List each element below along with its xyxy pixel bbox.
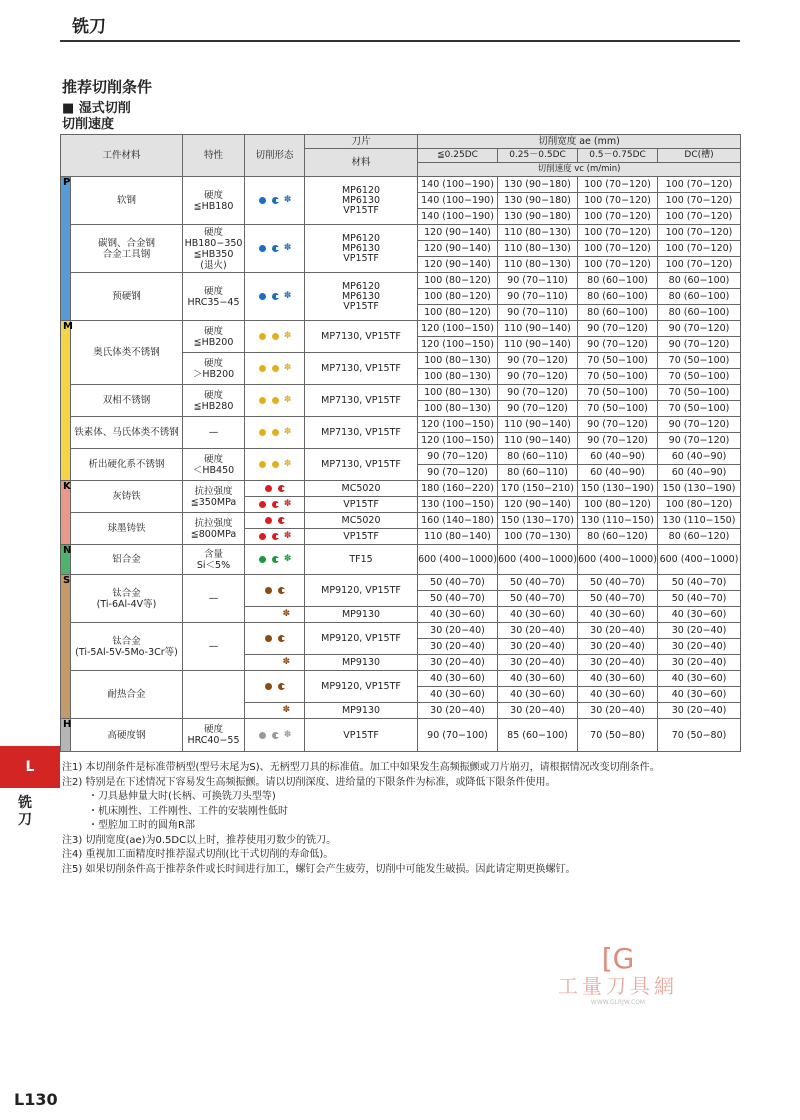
grade-m1b: MP7130, VP15TF xyxy=(305,353,418,385)
group-P: P xyxy=(61,177,71,321)
watermark-url: WWW.GLRJW.COM xyxy=(590,999,646,1006)
ramping-icon: ✽ xyxy=(283,459,292,469)
speed-cell: 100 (70−120) xyxy=(578,193,658,209)
speed-cell: 70 (50−80) xyxy=(578,719,658,752)
full-slot-icon xyxy=(259,533,266,540)
subtitle-wet-cutting: ■ 湿式切削 xyxy=(62,101,131,116)
speed-cell: 30 (20−40) xyxy=(498,703,578,719)
side-cut-icon xyxy=(278,587,285,594)
form-icons-m3 xyxy=(245,417,305,449)
speed-cell: 40 (30−60) xyxy=(658,607,741,623)
side-cut-icon xyxy=(272,556,279,563)
speed-cell: 40 (30−60) xyxy=(658,687,741,703)
material-m1: 奥氏体类不锈钢 xyxy=(71,321,183,385)
speed-cell: 100 (80−120) xyxy=(658,497,741,513)
speed-cell: 90 (70−120) xyxy=(498,401,578,417)
property-p3: 硬度 HRC35−45 xyxy=(183,273,245,321)
form-icons-s3b xyxy=(245,703,305,719)
speed-cell: 90 (70−110) xyxy=(498,305,578,321)
form-icons-k2b xyxy=(245,529,305,545)
grade-h1: VP15TF xyxy=(305,719,418,752)
speed-cell: 140 (100−190) xyxy=(418,193,498,209)
side-cut-icon xyxy=(278,485,285,492)
property-k2: 抗拉强度 ≦800MPa xyxy=(183,513,245,545)
speed-cell: 180 (160−220) xyxy=(418,481,498,497)
ramping-icon: ✽ xyxy=(283,531,292,541)
property-n1: 含量 Si＜5% xyxy=(183,545,245,575)
side-cut-icon xyxy=(272,501,279,508)
speed-cell: 50 (40−70) xyxy=(498,591,578,607)
speed-cell: 80 (60−110) xyxy=(498,449,578,465)
speed-cell: 150 (130−190) xyxy=(578,481,658,497)
speed-cell: 70 (50−100) xyxy=(578,353,658,369)
speed-cell: 150 (130−170) xyxy=(498,513,578,529)
side-cut-icon xyxy=(272,429,279,436)
grade-s2b: MP9130 xyxy=(305,655,418,671)
speed-cell: 30 (20−40) xyxy=(658,623,741,639)
header-w2: 0.25－0.5DC xyxy=(498,149,578,163)
property-s1: — xyxy=(183,575,245,623)
material-s2: 钛合金 (Ti-5Al-5V-5Mo-3Cr等) xyxy=(71,623,183,671)
speed-cell: 100 (70−120) xyxy=(578,241,658,257)
speed-cell: 40 (30−60) xyxy=(658,671,741,687)
form-icons-m2 xyxy=(245,385,305,417)
speed-cell: 40 (30−60) xyxy=(578,671,658,687)
speed-cell: 70 (50−100) xyxy=(658,385,741,401)
form-icons-p3 xyxy=(245,273,305,321)
side-cut-icon xyxy=(272,732,279,739)
page-header-title: 铣刀 xyxy=(72,17,106,37)
speed-cell: 80 (60−100) xyxy=(658,305,741,321)
full-slot-icon xyxy=(259,197,266,204)
grade-s1b: MP9130 xyxy=(305,607,418,623)
speed-cell: 100 (70−120) xyxy=(658,193,741,209)
speed-cell: 30 (20−40) xyxy=(578,655,658,671)
property-s2: — xyxy=(183,623,245,671)
speed-cell: 40 (30−60) xyxy=(418,671,498,687)
speed-cell: 150 (130−190) xyxy=(658,481,741,497)
speed-cell: 40 (30−60) xyxy=(498,671,578,687)
speed-cell: 40 (30−60) xyxy=(498,687,578,703)
speed-cell: 90 (70−120) xyxy=(658,417,741,433)
material-s1: 钛合金 (Ti-6Al-4V等) xyxy=(71,575,183,623)
side-cut-icon xyxy=(272,461,279,468)
speed-cell: 60 (40−90) xyxy=(658,465,741,481)
speed-cell: 90 (70−120) xyxy=(498,353,578,369)
grade-m2: MP7130, VP15TF xyxy=(305,385,418,417)
ramping-icon: ✽ xyxy=(283,195,292,205)
ramping-icon: ✽ xyxy=(283,729,292,740)
side-tab-label-text: 铣 刀 xyxy=(18,795,32,828)
side-cut-icon xyxy=(272,293,279,300)
speed-cell: 90 (70−120) xyxy=(578,337,658,353)
full-slot-icon xyxy=(265,485,272,492)
speed-cell: 30 (20−40) xyxy=(658,655,741,671)
material-s3: 耐热合金 xyxy=(71,671,183,719)
property-p2: 硬度 HB180−350 ≦HB350 (退火) xyxy=(183,225,245,273)
side-tab-label xyxy=(15,795,35,829)
form-icons-k2a xyxy=(245,513,305,529)
grade-k1b: VP15TF xyxy=(305,497,418,513)
section-title: 推荐切削条件 xyxy=(62,78,153,96)
speed-cell: 50 (40−70) xyxy=(578,591,658,607)
material-p2: 碳钢、合金钢 合金工具钢 xyxy=(71,225,183,273)
grade-k2b: VP15TF xyxy=(305,529,418,545)
speed-cell: 90 (70−120) xyxy=(578,321,658,337)
speed-cell: 50 (40−70) xyxy=(418,591,498,607)
form-icons-s1a xyxy=(245,575,305,607)
property-p1: 硬度 ≦HB180 xyxy=(183,177,245,225)
grade-p3: MP6120 MP6130 VP15TF xyxy=(305,273,418,321)
ramping-icon: ✽ xyxy=(282,657,291,667)
material-m4: 析出硬化系不锈钢 xyxy=(71,449,183,481)
speed-cell: 50 (40−70) xyxy=(498,575,578,591)
speed-cell: 130 (90−180) xyxy=(498,177,578,193)
form-icons-m4 xyxy=(245,449,305,481)
speed-cell: 120 (100−150) xyxy=(418,417,498,433)
group-K: K xyxy=(61,481,71,545)
header-w1: ≦0.25DC xyxy=(418,149,498,163)
speed-cell: 100 (70−130) xyxy=(498,529,578,545)
notes-block xyxy=(62,761,762,877)
header-rule xyxy=(60,40,740,42)
grade-k1a: MC5020 xyxy=(305,481,418,497)
speed-cell: 90 (70−120) xyxy=(578,433,658,449)
speed-cell: 100 (70−120) xyxy=(658,177,741,193)
grade-n1: TF15 xyxy=(305,545,418,575)
speed-cell: 110 (80−130) xyxy=(498,241,578,257)
grade-k2a: MC5020 xyxy=(305,513,418,529)
speed-cell: 100 (70−120) xyxy=(658,257,741,273)
full-slot-icon xyxy=(259,556,266,563)
speed-cell: 60 (40−90) xyxy=(578,449,658,465)
full-slot-icon xyxy=(259,732,266,739)
full-slot-icon xyxy=(265,635,272,642)
note-1: 注1) 本切削条件是标准带柄型(型号末尾为S)、无柄型刀具的标准值。加工中如果发生高频振颤或刀片崩刃，请根据情况改变切削条件。 xyxy=(62,762,660,773)
speed-cell: 110 (80−130) xyxy=(498,225,578,241)
speed-cell: 110 (90−140) xyxy=(498,417,578,433)
speed-cell: 30 (20−40) xyxy=(418,703,498,719)
side-cut-icon xyxy=(272,397,279,404)
watermark xyxy=(548,944,688,1008)
speed-cell: 90 (70−120) xyxy=(418,449,498,465)
speed-cell: 90 (70−120) xyxy=(658,337,741,353)
speed-cell: 120 (100−150) xyxy=(418,433,498,449)
speed-cell: 110 (90−140) xyxy=(498,337,578,353)
speed-cell: 30 (20−40) xyxy=(658,639,741,655)
full-slot-icon xyxy=(259,293,266,300)
full-slot-icon xyxy=(265,587,272,594)
speed-cell: 100 (70−120) xyxy=(578,177,658,193)
speed-cell: 100 (70−120) xyxy=(578,209,658,225)
speed-cell: 110 (90−140) xyxy=(498,321,578,337)
speed-cell: 600 (400−1000) xyxy=(658,545,741,575)
speed-cell: 130 (110−150) xyxy=(578,513,658,529)
speed-cell: 100 (70−120) xyxy=(578,257,658,273)
group-N: N xyxy=(61,545,71,575)
speed-cell: 80 (60−120) xyxy=(578,529,658,545)
speed-cell: 120 (90−140) xyxy=(418,225,498,241)
material-k1: 灰铸铁 xyxy=(71,481,183,513)
form-icons-p2 xyxy=(245,225,305,273)
speed-cell: 600 (400−1000) xyxy=(578,545,658,575)
side-cut-icon xyxy=(278,517,285,524)
speed-cell: 70 (50−100) xyxy=(578,385,658,401)
speed-cell: 30 (20−40) xyxy=(578,703,658,719)
property-m3: — xyxy=(183,417,245,449)
watermark-text: 工量刀具網 xyxy=(558,974,678,998)
header-speed: 切削速度 vc (m/min) xyxy=(418,163,741,177)
property-h1: 硬度 HRC40−55 xyxy=(183,719,245,752)
full-slot-icon xyxy=(259,461,266,468)
form-icons-k1a xyxy=(245,481,305,497)
cutting-conditions-table xyxy=(60,134,741,752)
speed-cell: 130 (110−150) xyxy=(658,513,741,529)
speed-cell: 30 (20−40) xyxy=(418,639,498,655)
speed-cell: 70 (50−100) xyxy=(578,369,658,385)
material-k2: 球墨铸铁 xyxy=(71,513,183,545)
property-m4: 硬度 ＜HB450 xyxy=(183,449,245,481)
speed-cell: 120 (90−140) xyxy=(418,257,498,273)
full-slot-icon xyxy=(265,517,272,524)
material-h1: 高硬度钢 xyxy=(71,719,183,752)
speed-cell: 30 (20−40) xyxy=(578,639,658,655)
header-grade: 材料 xyxy=(305,149,418,177)
speed-cell: 40 (30−60) xyxy=(418,687,498,703)
side-cut-icon xyxy=(278,683,285,690)
speed-cell: 140 (100−190) xyxy=(418,209,498,225)
form-icons-h1 xyxy=(245,719,305,752)
speed-cell: 100 (80−120) xyxy=(418,305,498,321)
side-cut-icon xyxy=(272,333,279,340)
ramping-icon: ✽ xyxy=(283,499,292,509)
header-insert: 刀片 xyxy=(305,135,418,149)
speed-cell: 100 (80−120) xyxy=(578,497,658,513)
speed-cell: 110 (80−140) xyxy=(418,529,498,545)
speed-cell: 100 (80−130) xyxy=(418,385,498,401)
speed-cell: 30 (20−40) xyxy=(498,639,578,655)
grade-s2a: MP9120, VP15TF xyxy=(305,623,418,655)
side-cut-icon xyxy=(278,635,285,642)
page-number: L130 xyxy=(14,1090,58,1109)
speed-cell: 100 (70−120) xyxy=(578,225,658,241)
ramping-icon: ✽ xyxy=(283,427,292,437)
note-5: 注5) 如果切削条件高于推荐条件或长时间进行加工，螺钉会产生疲劳，切削中可能发生破损。因此请定期更换螺钉。 xyxy=(62,863,576,875)
grade-p1: MP6120 MP6130 VP15TF xyxy=(305,177,418,225)
group-H: H xyxy=(61,719,71,752)
side-cut-icon xyxy=(272,533,279,540)
side-cut-icon xyxy=(272,365,279,372)
speed-cell: 120 (100−150) xyxy=(418,321,498,337)
grade-m4: MP7130, VP15TF xyxy=(305,449,418,481)
material-p3: 预硬钢 xyxy=(71,273,183,321)
speed-cell: 60 (40−90) xyxy=(578,465,658,481)
speed-cell: 110 (80−130) xyxy=(498,257,578,273)
grade-s1a: MP9120, VP15TF xyxy=(305,575,418,607)
header-workpiece: 工件材料 xyxy=(61,135,183,177)
speed-cell: 90 (70−120) xyxy=(578,417,658,433)
speed-cell: 70 (50−100) xyxy=(658,369,741,385)
form-icons-p1 xyxy=(245,177,305,225)
speed-cell: 80 (60−100) xyxy=(658,273,741,289)
speed-cell: 90 (70−110) xyxy=(498,289,578,305)
header-w3: 0.5－0.75DC xyxy=(578,149,658,163)
speed-cell: 120 (100−150) xyxy=(418,337,498,353)
watermark-logo: [G xyxy=(601,942,635,975)
side-tab-letter: L xyxy=(0,746,60,788)
form-icons-m1a xyxy=(245,321,305,353)
grade-s3b: MP9130 xyxy=(305,703,418,719)
property-m1a: 硬度 ≦HB200 xyxy=(183,321,245,353)
speed-cell: 160 (140−180) xyxy=(418,513,498,529)
grade-m3: MP7130, VP15TF xyxy=(305,417,418,449)
speed-cell: 30 (20−40) xyxy=(578,623,658,639)
speed-cell: 80 (60−120) xyxy=(658,529,741,545)
property-m2: 硬度 ≦HB280 xyxy=(183,385,245,417)
speed-cell: 90 (70−120) xyxy=(658,321,741,337)
speed-cell: 90 (70−120) xyxy=(498,369,578,385)
speed-cell: 170 (150−210) xyxy=(498,481,578,497)
ramping-icon: ✽ xyxy=(283,243,292,253)
group-M: M xyxy=(61,321,71,481)
speed-cell: 100 (80−120) xyxy=(418,289,498,305)
note-2: 注2) 特别是在下述情况下容易发生高频振颤。请以切削深度、进给量的下限条件为标准，或降低下限条件使用。 xyxy=(62,776,556,788)
ramping-icon: ✽ xyxy=(282,705,291,715)
speed-cell: 80 (60−100) xyxy=(578,305,658,321)
property-k1: 抗拉强度 ≦350MPa xyxy=(183,481,245,513)
note-2-item: ・型腔加工时的圆角R部 xyxy=(88,820,195,831)
speed-cell: 40 (30−60) xyxy=(578,687,658,703)
form-icons-s1b xyxy=(245,607,305,623)
speed-cell: 70 (50−100) xyxy=(658,401,741,417)
speed-cell: 80 (60−100) xyxy=(658,289,741,305)
speed-cell: 85 (60−100) xyxy=(498,719,578,752)
full-slot-icon xyxy=(259,429,266,436)
grade-s3a: MP9120, VP15TF xyxy=(305,671,418,703)
speed-cell: 100 (80−130) xyxy=(418,401,498,417)
full-slot-icon xyxy=(265,683,272,690)
speed-cell: 50 (40−70) xyxy=(658,591,741,607)
speed-cell: 80 (60−100) xyxy=(578,289,658,305)
material-p1: 软钢 xyxy=(71,177,183,225)
speed-cell: 120 (90−140) xyxy=(498,497,578,513)
speed-cell: 80 (60−100) xyxy=(578,273,658,289)
material-m3: 铁素体、马氏体类不锈钢 xyxy=(71,417,183,449)
grade-p2: MP6120 MP6130 VP15TF xyxy=(305,225,418,273)
speed-cell: 40 (30−60) xyxy=(418,607,498,623)
speed-cell: 30 (20−40) xyxy=(418,655,498,671)
full-slot-icon xyxy=(259,245,266,252)
speed-cell: 100 (80−120) xyxy=(418,273,498,289)
speed-cell: 100 (70−120) xyxy=(658,209,741,225)
subtitle-cutting-speed: 切削速度 xyxy=(62,117,115,132)
speed-cell: 50 (40−70) xyxy=(578,575,658,591)
note-3: 注3) 切削宽度(ae)为0.5DC以上时，推荐使用刃数少的铣刀。 xyxy=(62,834,337,846)
full-slot-icon xyxy=(259,333,266,340)
note-2-item: ・机床刚性、工件刚性、工件的安装刚性低时 xyxy=(88,805,288,817)
header-w4: DC(槽) xyxy=(658,149,741,163)
full-slot-icon xyxy=(259,365,266,372)
form-icons-s3a xyxy=(245,671,305,703)
header-form: 切削形态 xyxy=(245,135,305,177)
speed-cell: 60 (40−90) xyxy=(658,449,741,465)
full-slot-icon xyxy=(259,397,266,404)
speed-cell: 40 (30−60) xyxy=(498,607,578,623)
material-m2: 双相不锈钢 xyxy=(71,385,183,417)
speed-cell: 90 (70−100) xyxy=(418,719,498,752)
side-cut-icon xyxy=(272,245,279,252)
speed-cell: 50 (40−70) xyxy=(418,575,498,591)
header-width: 切削宽度 ae (mm) xyxy=(418,135,741,149)
speed-cell: 110 (90−140) xyxy=(498,433,578,449)
speed-cell: 100 (70−120) xyxy=(658,241,741,257)
note-2-item: ・刀具悬伸量大时(长柄、可换铣刀头型等) xyxy=(88,791,276,802)
speed-cell: 90 (70−120) xyxy=(498,385,578,401)
header-property: 特性 xyxy=(183,135,245,177)
speed-cell: 30 (20−40) xyxy=(498,623,578,639)
speed-cell: 90 (70−110) xyxy=(498,273,578,289)
speed-cell: 120 (90−140) xyxy=(418,241,498,257)
speed-cell: 100 (80−130) xyxy=(418,369,498,385)
ramping-icon: ✽ xyxy=(283,331,292,341)
property-m1b: 硬度 ＞HB200 xyxy=(183,353,245,385)
ramping-icon: ✽ xyxy=(283,363,292,373)
grade-m1a: MP7130, VP15TF xyxy=(305,321,418,353)
speed-cell: 70 (50−100) xyxy=(578,401,658,417)
speed-cell: 50 (40−70) xyxy=(658,575,741,591)
speed-cell: 80 (60−110) xyxy=(498,465,578,481)
form-icons-n1 xyxy=(245,545,305,575)
speed-cell: 600 (400−1000) xyxy=(418,545,498,575)
group-S: S xyxy=(61,575,71,719)
speed-cell: 30 (20−40) xyxy=(418,623,498,639)
speed-cell: 70 (50−100) xyxy=(658,353,741,369)
form-icons-s2b xyxy=(245,655,305,671)
speed-cell: 130 (90−180) xyxy=(498,193,578,209)
ramping-icon: ✽ xyxy=(283,554,292,564)
form-icons-m1b xyxy=(245,353,305,385)
note-4: 注4) 重视加工面精度时推荐湿式切削(比干式切削的寿命低)。 xyxy=(62,849,334,860)
speed-cell: 90 (70−120) xyxy=(658,433,741,449)
speed-cell: 70 (50−80) xyxy=(658,719,741,752)
property-s3 xyxy=(183,671,245,719)
speed-cell: 40 (30−60) xyxy=(578,607,658,623)
speed-cell: 130 (90−180) xyxy=(498,209,578,225)
ramping-icon: ✽ xyxy=(283,291,292,301)
speed-cell: 90 (70−120) xyxy=(418,465,498,481)
speed-cell: 30 (20−40) xyxy=(498,655,578,671)
speed-cell: 100 (70−120) xyxy=(658,225,741,241)
speed-cell: 30 (20−40) xyxy=(658,703,741,719)
form-icons-s2a xyxy=(245,623,305,655)
speed-cell: 600 (400−1000) xyxy=(498,545,578,575)
speed-cell: 130 (100−150) xyxy=(418,497,498,513)
speed-cell: 140 (100−190) xyxy=(418,177,498,193)
form-icons-k1b xyxy=(245,497,305,513)
speed-cell: 100 (80−130) xyxy=(418,353,498,369)
ramping-icon: ✽ xyxy=(283,395,292,405)
ramping-icon: ✽ xyxy=(282,609,291,619)
material-n1: 铝合金 xyxy=(71,545,183,575)
side-cut-icon xyxy=(272,197,279,204)
full-slot-icon xyxy=(259,501,266,508)
